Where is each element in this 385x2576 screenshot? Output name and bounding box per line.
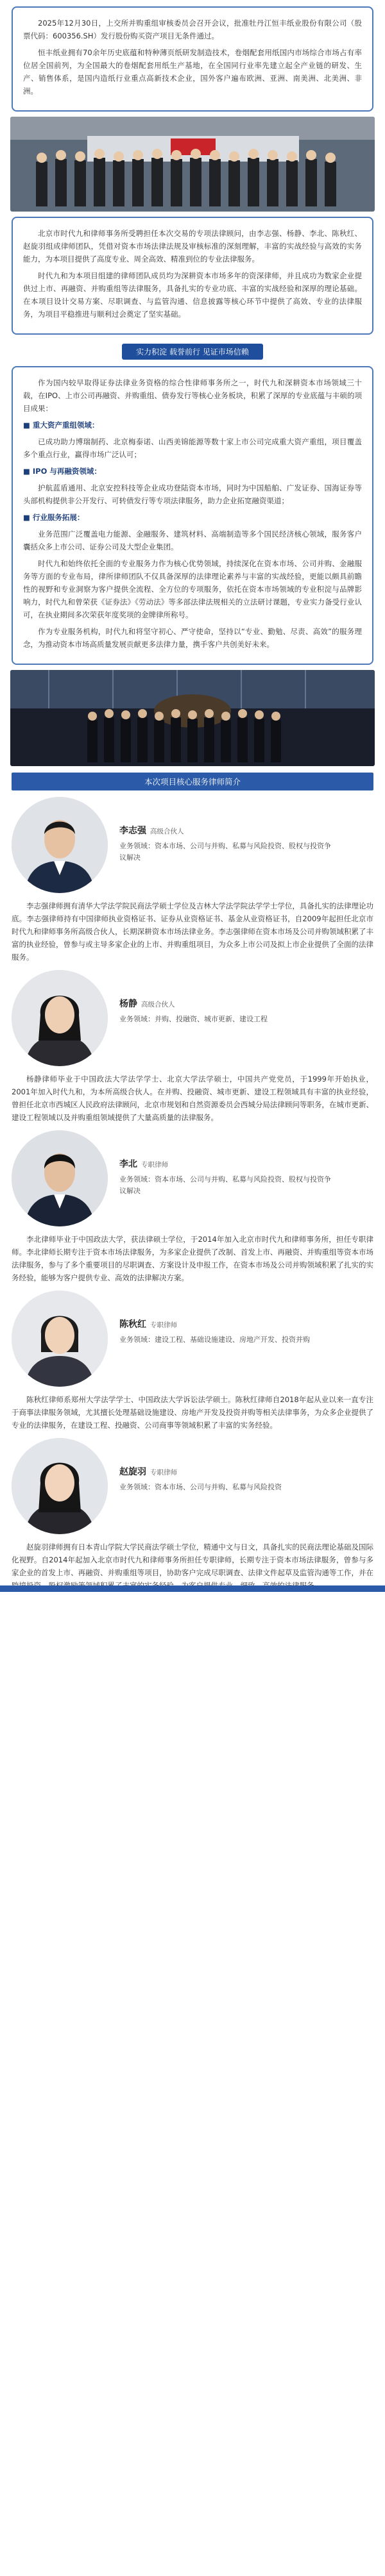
strength-paragraph-1: 作为国内较早取得证券法律业务资格的综合性律师事务所之一，时代九和深耕资本市场领域三十载，在IPO、上市公司再融资、并购重组、债券发行等核心业务板块，积累了深厚的专业底蕴与丰硕的项目成果： <box>23 378 362 413</box>
lawyer-bio: 陈秋红律师系郑州大学法学学士、中国政法大学诉讼法学硕士。陈秋红律师自2018年起从业以来一直专注于商事法律服务领域，尤其擅长处理基础设施建设、房地产开发及投资并购等相关法律事务，为众多企业提供了专业的法律服务，在建设工程、投融资、公司商事等领域积累了丰富的实务经验。 <box>12 1395 373 1430</box>
lawyer-practice-areas: 业务领域：并购、投融资、城市更新、建设工程 <box>119 1015 268 1023</box>
lawyer-name: 陈秋红 <box>119 1319 146 1330</box>
intro-frame <box>12 6 373 112</box>
lawyer-title: 高级合伙人 <box>141 1001 175 1008</box>
team-photo-bull <box>10 670 375 766</box>
lawyer-title: 专职律师 <box>150 1321 177 1329</box>
lawyer-title: 专职律师 <box>150 1469 177 1476</box>
intro-paragraph-1: 2025年12月30日，上交所并购重组审核委员会召开会议，批准牡丹江恒丰纸业股份有限公司（股票代码：600356.SH）发行股份购买资产项目无条件通过。 <box>23 19 362 40</box>
intro-paragraph-4: 时代九和为本项目组建的律师团队成员均为深耕资本市场多年的资深律师，并且成功为数家企业提供过上市、再融资、并购重组等法律服务，具备扎实的专业功底、丰富的实战经验和深厚的理论基础。在本项目设计交易方案、尽职调查、与监管沟通、信息披露等核心环节中提供了高效、专业的法律服务，为项目平稳推进与顺利过会奠定了坚实基础。 <box>23 271 362 319</box>
lawyer-info <box>119 797 338 864</box>
lawyer-practice-areas: 业务领域：资本市场、公司与并购、私募与风险投资、股权与投资争议解决 <box>119 842 331 862</box>
strength-paragraph-6: 作为专业服务机构，时代九和将坚守初心、严守使命，坚持以“专业、勤勉、尽责、高效”的服务理念，为推动资本市场高质量发展贡献更多法律力量，携手客户共创美好未来。 <box>23 627 362 649</box>
lawyer-practice-areas: 业务领域：资本市场、公司与并购、私募与风险投资 <box>119 1483 282 1491</box>
lawyer-card-4 <box>12 1291 373 1387</box>
lawyer-practice-areas: 业务领域：建设工程、基础设施建设、房地产开发、投资并购 <box>119 1335 310 1344</box>
slogan-text: 实力积淀 载誉前行 见证市场信赖 <box>122 344 263 360</box>
lawyer-name: 赵旋羽 <box>119 1467 146 1477</box>
lawyer-title: 高级合伙人 <box>150 828 184 835</box>
strength-paragraph-5: 时代九和始终依托全面的专业服务力作为核心优势领域，持续深化在资本市场、公司并购、金融服务等方面的专业布局，律所律师团队不仅具备深厚的法律理论素养与丰富的实战经验，更能以颇具前瞻性的视野和专业洞察为客户提供全流程、全方位的专项服务，依托在资本市场领域的专业积淀与品牌影响力，时代九和曾荣获《证券法》《劳动法》等多部法律法规相关的立法研讨课题，专业实力备受行业认可，在执业期间多次荣获年度奖项的金牌律所称号。 <box>23 559 362 619</box>
strength-heading-industry: ■ 行业服务拓展： <box>23 513 85 522</box>
lawyer-title: 专职律师 <box>141 1161 168 1169</box>
lawyer-card-5 <box>12 1438 373 1534</box>
strength-paragraph-4: 业务范围广泛覆盖电力能源、金融服务、建筑材料、高端制造等多个国民经济核心领域，服务客户囊括众多上市公司、证券公司及大型企业集团。 <box>23 530 362 551</box>
strength-heading-restructuring: ■ 重大资产重组领域： <box>23 421 99 430</box>
lawyer-info <box>119 1438 338 1493</box>
lawyer-bio: 杨静律师毕业于中国政法大学法学学士、北京大学法学硕士，中国共产党党员，于1999年开始执业，2001年加入时代九和，为本所高级合伙人。在并购、投融资、城市更新、建设工程领域具有丰富的执业经验，曾担任北京市西城区人民政府法律顾问，北京市规划和自然资源委员会西城分局法律顾问等职务，在城市更新、建设工程领域以及并购重组领域提供了大量高质量的法律服务。 <box>12 1075 373 1122</box>
lawyer-info <box>119 970 338 1025</box>
team-photo-office <box>10 117 375 212</box>
lawyer-bio: 李北律师毕业于中国政法大学，获法律硕士学位，于2014年加入北京市时代九和律师事务所，担任专职律师。李北律师长期专注于资本市场法律服务，为多家企业提供了改制、首发上市、再融资、并购重组等资本市场法律服务，参与了多个重要项目的尽职调查、方案设计及申报工作，在资本市场及公司并购领域积累了扎实的实务经验，能够为客户提供专业、高效的法律解决方案。 <box>12 1235 373 1282</box>
lawyer-card-1 <box>12 797 373 893</box>
lawyer-bio: 李志强律师拥有清华大学法学院民商法学硕士学位及吉林大学法学院法学学士学位，具备扎实的法律理论功底。李志强律师持有中国律师执业资格证书、证券从业资格证书、基金从业资格证书，自2009年起担任北京市时代九和律师事务所高级合伙人，长期深耕资本市场法律业务。李志强律师在资本市场及公司并购领域积累了丰富的执业经验，曾参与或主导多家企业的上市、并购重组项目，为众多上市公司及拟上市企业提供了全面的法律服务。 <box>12 901 373 962</box>
lawyer-info <box>119 1291 338 1346</box>
strength-paragraph-2: 已成功助力博瑞制药、北京梅泰诺、山西美锦能源等数十家上市公司完成重大资产重组，项目覆盖多个重点行业，赢得市场广泛认可； <box>23 437 362 459</box>
team-section-heading: 本次项目核心服务律师简介 <box>12 773 373 790</box>
footer-bar <box>0 1585 385 1592</box>
service-frame <box>12 217 373 335</box>
lawyer-card-2 <box>12 970 373 1066</box>
lawyer-info <box>119 1130 338 1197</box>
lawyer-name: 李志强 <box>119 826 146 836</box>
article-page <box>0 6 385 1592</box>
avatar <box>12 797 108 893</box>
avatar <box>12 1130 108 1226</box>
slogan-banner <box>0 344 385 360</box>
intro-paragraph-3: 北京市时代九和律师事务所受聘担任本次交易的专项法律顾问，由李志强、杨静、李北、陈秋红、赵旋羽组成律师团队，凭借对资本市场法律法规及审核标准的深刻理解，丰富的实战经验与高效的实务能力，为本项目提供了高度专业、周全高效、精准到位的专业法律服务。 <box>23 229 362 263</box>
strength-heading-ipo: ■ IPO 与再融资领域： <box>23 467 101 476</box>
intro-paragraph-2: 恒丰纸业拥有70余年历史底蕴和特种薄页纸研发制造技术，卷烟配套用纸国内市场综合市场占有率位居全国前列，为全国最大的卷烟配套用纸生产基地，在全国同行业率先建立起全产业链的研发、生产、销售体系，是国内造纸行业重点高新技术企业，国外客户遍布欧洲、亚洲、南美洲、北美洲、非洲。 <box>23 48 362 96</box>
lawyer-practice-areas: 业务领域：资本市场、公司与并购、私募与风险投资、股权与投资争议解决 <box>119 1175 331 1195</box>
lawyer-name: 杨静 <box>119 999 137 1009</box>
strength-paragraph-3: 护航蓝盾通用、北京安控科技等企业成功登陆资本市场，同时为中国船舶、广发证券、国海证券等头部机构提供非公开发行、可转债发行等专项法律服务，助力企业拓宽融资渠道； <box>23 483 362 505</box>
avatar <box>12 970 108 1066</box>
avatar <box>12 1291 108 1387</box>
strength-frame <box>12 366 373 665</box>
lawyer-card-3 <box>12 1130 373 1226</box>
lawyer-name: 李北 <box>119 1159 137 1169</box>
avatar <box>12 1438 108 1534</box>
lawyer-bio: 赵旋羽律师拥有日本青山学院大学民商法学硕士学位，精通中文与日文，具备扎实的民商法理论基础及国际化视野。自2014年起加入北京市时代九和律师事务所担任专职律师，长期专注于资本市场法律服务，曾参与多家企业的首发上市、再融资、并购重组等项目，协助客户完成尽职调查、法律文件起草及监管沟通等工作，并在 <box>12 1543 373 1577</box>
